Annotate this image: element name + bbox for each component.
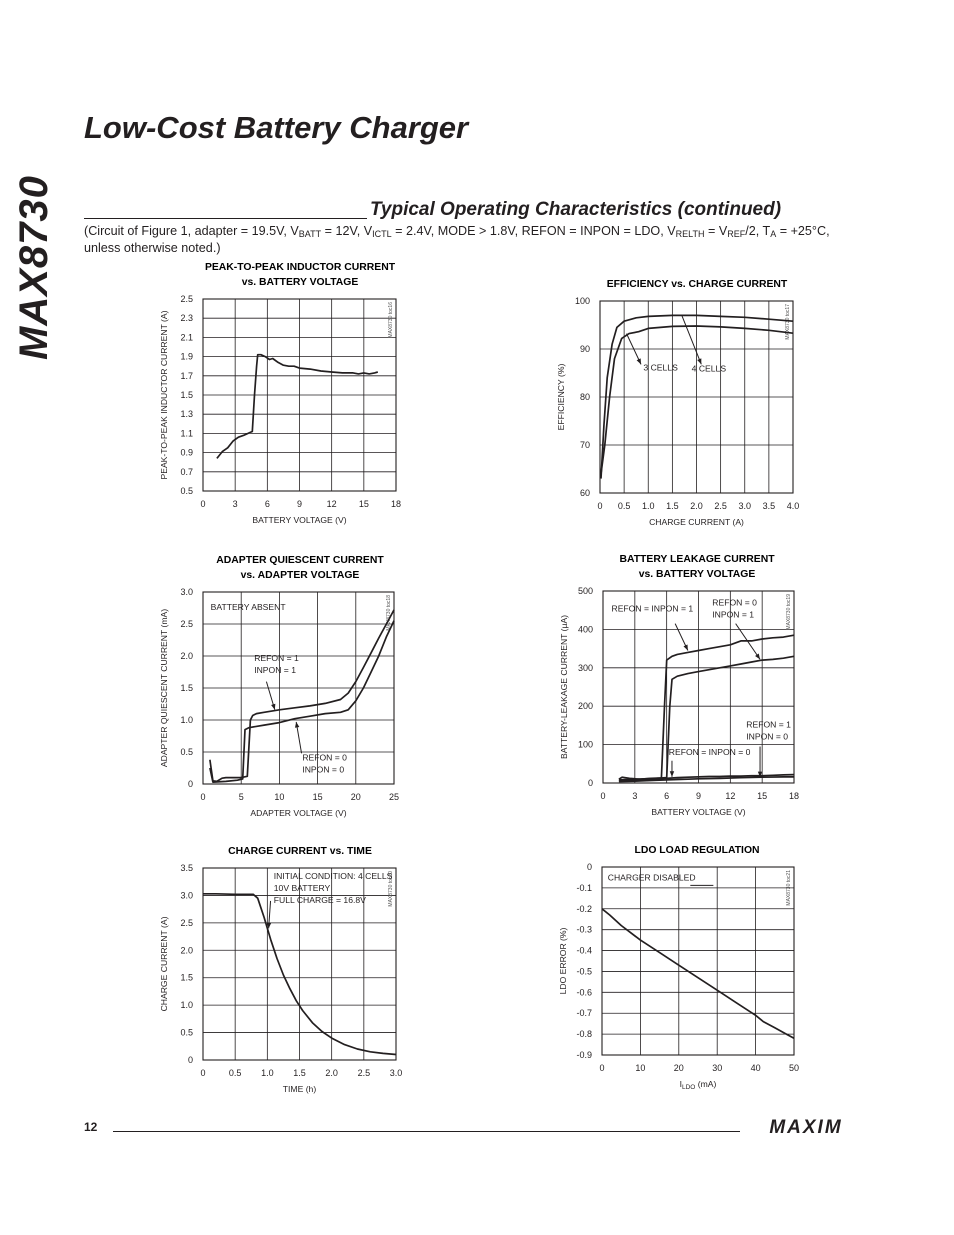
x-tick-label: 3 [632, 791, 638, 801]
chart-title: PEAK-TO-PEAK INDUCTOR CURRENT [204, 262, 396, 273]
y-tick-label: -0.8 [576, 1029, 592, 1040]
annotation-label: REFON = 0 [302, 752, 347, 763]
x-tick-label: 6 [264, 499, 270, 509]
page-number: 12 [84, 1120, 98, 1134]
condition-text: = +25°C, unless otherwise noted.) [84, 224, 830, 255]
section-title: Typical Operating Characteristics (continued) [370, 199, 782, 220]
y-tick-label: 2.5 [180, 917, 193, 928]
x-tick-label: 0.5 [228, 1068, 242, 1078]
x-tick-label: 0 [200, 1068, 206, 1078]
annotation-label: FULL CHARGE = 16.8V [273, 894, 366, 905]
y-axis-label: EFFICIENCY (%) [556, 363, 566, 431]
grid [203, 592, 394, 784]
annotation [608, 873, 714, 886]
annotation-label: 10V BATTERY [273, 882, 331, 893]
annotation-label: REFON = 1 [254, 653, 299, 664]
y-tick-label: 400 [577, 624, 593, 635]
x-tick-label: 9 [695, 791, 702, 801]
annotation-label: INPON = 0 [302, 764, 345, 775]
x-tick-label: 3 [232, 499, 238, 509]
annotation [669, 747, 751, 777]
figure-code: MAX8730 toc20 [388, 871, 394, 907]
plot-frame [602, 867, 794, 1055]
x-tick-label: 20 [673, 1063, 684, 1073]
x-tick-label: 15 [358, 499, 369, 509]
x-tick-label: 15 [757, 791, 768, 801]
y-tick-label: 3.0 [180, 587, 193, 597]
chart-title: EFFICIENCY vs. CHARGE CURRENT [606, 279, 788, 290]
y-tick-label: 0.9 [180, 447, 193, 458]
y-tick-label: 0 [187, 1055, 193, 1065]
x-tick-label: 3.0 [389, 1068, 403, 1078]
chart-efficiency [550, 272, 810, 532]
footer-rule [113, 1131, 740, 1132]
x-tick-label: 1.5 [666, 501, 679, 511]
y-tick-label: 2.5 [180, 294, 193, 304]
annotation-label: INPON = 0 [746, 731, 789, 742]
y-tick-label: -0.1 [576, 882, 592, 893]
figure-code: MAX8730 toc19 [786, 594, 792, 630]
y-tick-label: 1.0 [180, 1000, 193, 1011]
condition-text: (Circuit of Figure 1, adapter = 19.5V, V [84, 224, 299, 238]
section-rule [84, 218, 367, 219]
condition-subscript: REF [727, 229, 746, 239]
y-tick-label: 2.5 [180, 619, 193, 629]
y-tick-label: 2.0 [180, 945, 193, 956]
figure-code: MAX8730 toc18 [386, 595, 392, 631]
annotation [295, 722, 347, 774]
x-tick-label: 2.5 [714, 501, 727, 511]
x-tick-label: 0 [599, 1063, 605, 1073]
y-tick-label: -0.4 [576, 945, 592, 956]
x-tick-label: 15 [312, 792, 323, 802]
x-tick-label: 18 [390, 499, 402, 509]
annotation [682, 316, 726, 374]
maxim-logo [752, 1115, 860, 1137]
y-tick-label: 1.5 [180, 683, 193, 693]
annotation-label: INPON = 1 [254, 665, 296, 676]
y-tick-label: 1.5 [180, 972, 193, 983]
y-axis-label: CHARGE CURRENT (A) [159, 916, 169, 1012]
condition-subscript: RELTH [675, 229, 705, 239]
y-tick-label: 60 [579, 488, 590, 498]
y-tick-label: 1.1 [180, 428, 193, 439]
y-tick-label: 1.5 [180, 390, 193, 400]
x-tick-label: 10 [274, 792, 285, 802]
chart-title: vs. BATTERY VOLTAGE [241, 277, 359, 288]
annotation [211, 602, 287, 612]
condition-text: /2, T [745, 224, 771, 238]
svg-text:MAXIM: MAXIM [769, 1117, 843, 1137]
x-tick-label: 10 [635, 1063, 646, 1073]
y-tick-label: 0.5 [180, 747, 193, 757]
x-axis-label: BATTERY VOLTAGE (V) [252, 515, 347, 525]
y-tick-label: 1.0 [180, 715, 193, 725]
x-tick-label: 0.5 [617, 501, 631, 511]
arrow-head [683, 645, 687, 651]
x-tick-label: 0 [597, 501, 603, 511]
annotation [712, 598, 760, 660]
annotation-label: REFON = INPON = 1 [611, 603, 694, 614]
arrow-head [271, 704, 275, 710]
y-tick-label: 100 [577, 739, 593, 750]
y-tick-label: 0.5 [180, 1027, 193, 1038]
annotation [746, 719, 791, 777]
series-line-1 [217, 355, 378, 459]
x-tick-label: 9 [296, 499, 303, 509]
annotation-label: REFON = 1 [746, 719, 791, 730]
grid [203, 299, 396, 491]
arrow-head [670, 771, 674, 777]
x-tick-label: 40 [750, 1063, 761, 1073]
chart-title: ADAPTER QUIESCENT CURRENT [216, 555, 384, 566]
x-tick-label: 30 [712, 1063, 723, 1073]
chart-title: BATTERY LEAKAGE CURRENT [619, 554, 775, 565]
x-tick-label: 0 [600, 791, 606, 801]
y-tick-label: 300 [577, 662, 593, 673]
x-tick-label: 1.0 [641, 501, 655, 511]
chart-battery-leakage [550, 548, 810, 820]
chart-adapter-quiescent [155, 548, 415, 820]
chart-ldo-load-regulation [550, 840, 810, 1100]
y-tick-label: 2.1 [180, 332, 193, 343]
y-tick-label: 500 [577, 586, 593, 596]
chart-title: LDO LOAD REGULATION [634, 845, 760, 856]
condition-text: = V [704, 224, 728, 238]
chart-title: vs. BATTERY VOLTAGE [638, 569, 756, 580]
y-axis-label: LDO ERROR (%) [558, 927, 568, 995]
y-tick-label: 2.0 [180, 651, 193, 661]
condition-text: = 12V, V [321, 224, 373, 238]
y-tick-label: -0.5 [576, 966, 592, 977]
y-tick-label: 1.7 [180, 370, 193, 381]
annotation-label: CHARGER DISABLED [607, 872, 696, 883]
annotation-label: INITIAL CONDITION: 4 CELLS [273, 870, 393, 881]
x-tick-label: 4.0 [786, 501, 800, 511]
series-line-1 [602, 909, 794, 1039]
y-tick-label: -0.2 [576, 903, 592, 914]
figure-code: MAX8730 toc16 [388, 302, 394, 338]
series-line-2 [601, 326, 793, 474]
x-axis-label: $I_{LDO}$ (mA) [679, 1079, 717, 1091]
chart-title: vs. ADAPTER VOLTAGE [240, 570, 360, 581]
chart-inductor-current [155, 255, 415, 530]
document-title: Low-Cost Battery Charger [84, 110, 469, 145]
condition-subscript: A [770, 229, 777, 239]
y-tick-label: -0.3 [576, 924, 592, 935]
y-tick-label: 80 [579, 392, 590, 402]
condition-text: = 2.4V, MODE > 1.8V, REFON = INPON = LDO, V [391, 224, 676, 238]
x-tick-label: 50 [788, 1063, 800, 1073]
y-axis-label: PEAK-TO-PEAK INDUCTOR CURRENT (A) [159, 310, 169, 480]
figure-code: MAX8730 toc17 [785, 304, 791, 340]
series-line-2 [619, 656, 794, 780]
y-axis-label: ADAPTER QUIESCENT CURRENT (mA) [159, 608, 169, 768]
arrow-head [637, 358, 641, 364]
annotation-label: REFON = INPON = 0 [668, 746, 751, 757]
annotation [267, 871, 393, 928]
chart-charge-current-time [155, 840, 415, 1100]
condition-subscript: BATT [298, 229, 322, 239]
y-tick-label: 200 [577, 701, 593, 712]
condition-subscript: ICTL [372, 229, 392, 239]
y-tick-label: 100 [574, 296, 590, 306]
annotation-label: BATTERY ABSENT [210, 601, 286, 612]
x-tick-label: 25 [388, 792, 400, 802]
annotation [611, 603, 693, 650]
x-axis-label: BATTERY VOLTAGE (V) [651, 807, 746, 817]
x-tick-label: 3.0 [738, 501, 752, 511]
arrow-head [755, 653, 760, 659]
series-line-1 [619, 635, 794, 779]
x-tick-label: 3.5 [762, 501, 776, 511]
annotation-label: INPON = 1 [712, 609, 755, 620]
x-tick-label: 6 [664, 791, 670, 801]
x-tick-label: 1.5 [293, 1068, 306, 1078]
y-tick-label: -0.9 [576, 1050, 592, 1060]
x-tick-label: 2.5 [357, 1068, 371, 1078]
annotation-label: REFON = 0 [712, 597, 757, 608]
x-tick-label: 1.0 [261, 1068, 274, 1078]
y-tick-label: 0 [586, 862, 592, 872]
y-tick-label: 3.5 [180, 863, 193, 873]
annotation [254, 653, 299, 710]
x-tick-label: 18 [788, 791, 800, 801]
figure-code: MAX8730 toc21 [786, 870, 792, 906]
annotation-label: 3 CELLS [643, 362, 678, 373]
grid [602, 867, 794, 1055]
y-tick-label: 90 [579, 344, 590, 354]
x-tick-label: 12 [326, 499, 337, 509]
x-tick-label: 0 [200, 499, 206, 509]
y-tick-label: -0.6 [576, 987, 592, 998]
y-tick-label: 1.3 [180, 409, 193, 420]
annotation-arrow [682, 316, 701, 364]
x-tick-label: 2.0 [690, 501, 703, 511]
y-axis-label: BATTERY-LEAKAGE CURRENT (µA) [559, 614, 569, 760]
y-tick-label: 70 [579, 440, 590, 450]
y-tick-label: -0.7 [576, 1008, 592, 1019]
y-tick-label: 1.9 [180, 351, 193, 362]
annotation-label: 4 CELLS [691, 363, 727, 374]
x-axis-label: ADAPTER VOLTAGE (V) [250, 808, 347, 818]
test-conditions [84, 223, 860, 257]
side-part-number: MAX8730 [12, 175, 56, 360]
x-tick-label: 20 [350, 792, 361, 802]
chart-title: CHARGE CURRENT vs. TIME [228, 846, 372, 857]
x-tick-label: 0 [200, 792, 206, 802]
y-tick-label: 3.0 [180, 890, 193, 901]
x-axis-label: CHARGE CURRENT (A) [649, 517, 744, 527]
x-tick-label: 2.0 [325, 1068, 338, 1078]
x-tick-label: 5 [238, 792, 244, 802]
annotation [627, 334, 679, 373]
x-tick-label: 12 [725, 791, 736, 801]
y-tick-label: 0 [587, 778, 593, 788]
y-tick-label: 2.3 [180, 313, 193, 324]
x-axis-label: TIME (h) [282, 1084, 317, 1094]
y-tick-label: 0 [187, 779, 193, 789]
arrow-head [295, 722, 299, 728]
y-tick-label: 0.5 [180, 486, 193, 496]
y-tick-label: 0.7 [180, 466, 193, 477]
